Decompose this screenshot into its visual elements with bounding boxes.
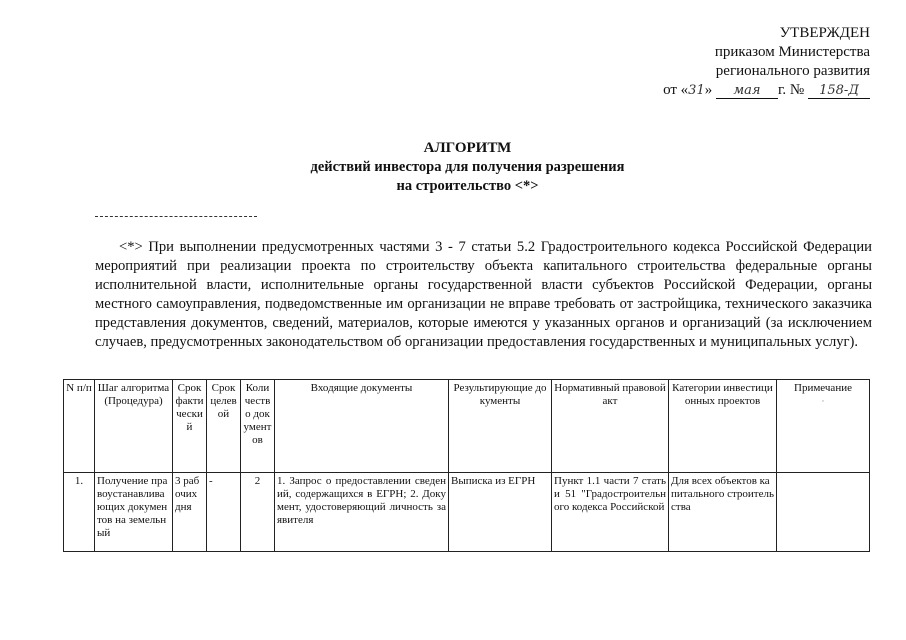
header-note: [777, 380, 870, 473]
handwritten-month: мая: [716, 83, 778, 99]
title-subtitle-1: действий инвестора для получения разрешения: [310, 159, 625, 175]
header-num: N п/п: [64, 380, 95, 473]
approval-ministry: регионального развития: [715, 63, 870, 79]
approval-title: УТВЕРЖДЕН: [779, 25, 870, 41]
algorithm-table: [63, 379, 870, 552]
header-resulting-docs: Результирующие документы: [449, 380, 552, 473]
handwritten-number: 158-Д: [808, 83, 870, 99]
approval-block: [610, 24, 870, 100]
year-number-label: г. №: [777, 82, 805, 98]
cell-incoming-docs: 1. Запрос о предоставлении сведений, содержащихся в ЕГРН; 2. Документ, удостоверяющий личность заявителя: [275, 473, 449, 552]
footnote-divider: [95, 216, 257, 217]
handwritten-day: 31: [688, 83, 705, 98]
header-doc-count: Количество документов: [241, 380, 275, 473]
header-step: Шаг алгоритма (Процедура): [95, 380, 173, 473]
cell-doc-count: 2: [241, 473, 275, 552]
footnote-text: <*> При выполнении предусмотренных частями 3 - 7 статьи 5.2 Градостроительного кодекса Российской Федерации мероприятий при реализации проекта по строительству объекта капитального строительства федеральные органы исполнительной власти, исполнительные органы государственной власти субъектов Российской Федерации, органы местного самоуправления, подведомственные им организации не вправе требовать от застройщика, технического заказчика представления документов, сведений, материалов, которые имеются у указанных органов и организаций (за исключением случаев, предусмотренных законодательством об организации предоставления государственных и муниципальных услуг).: [95, 239, 872, 350]
cell-legal-act: Пункт 1.1 части 7 статьи 51 "Градостроительного кодекса Российской: [552, 473, 669, 552]
cell-num: 1.: [64, 473, 95, 552]
approval-order: приказом Министерства: [714, 44, 870, 60]
header-categories: Категории инвестиционных проектов: [669, 380, 777, 473]
cell-resulting-docs: Выписка из ЕГРН: [449, 473, 552, 552]
header-actual-term: Срок фактический: [173, 380, 207, 473]
header-target-term: Срок целевой: [207, 380, 241, 473]
cell-categories: Для всех объектов капитального строительства: [669, 473, 777, 552]
table-header-row: [64, 380, 870, 473]
header-incoming-docs: Входящие документы: [275, 380, 449, 473]
title-main: АЛГОРИТМ: [423, 140, 512, 156]
cell-note: [777, 473, 870, 552]
cell-target-term: -: [207, 473, 241, 552]
title-subtitle-2: на строительство <*>: [396, 178, 539, 194]
document-title: [200, 138, 735, 196]
from-label: от «: [663, 82, 689, 98]
close-quote: »: [704, 82, 713, 98]
scan-dot: ·: [821, 396, 825, 406]
header-note-label: Примечание: [794, 382, 852, 394]
cell-actual-term: 3 рабочих дня: [173, 473, 207, 552]
table-row: [64, 473, 870, 552]
cell-step: Получение правоустанавливающих документов на земельный: [95, 473, 173, 552]
approval-date-number: [610, 81, 870, 100]
header-legal-act: Нормативный правовой акт: [552, 380, 669, 473]
